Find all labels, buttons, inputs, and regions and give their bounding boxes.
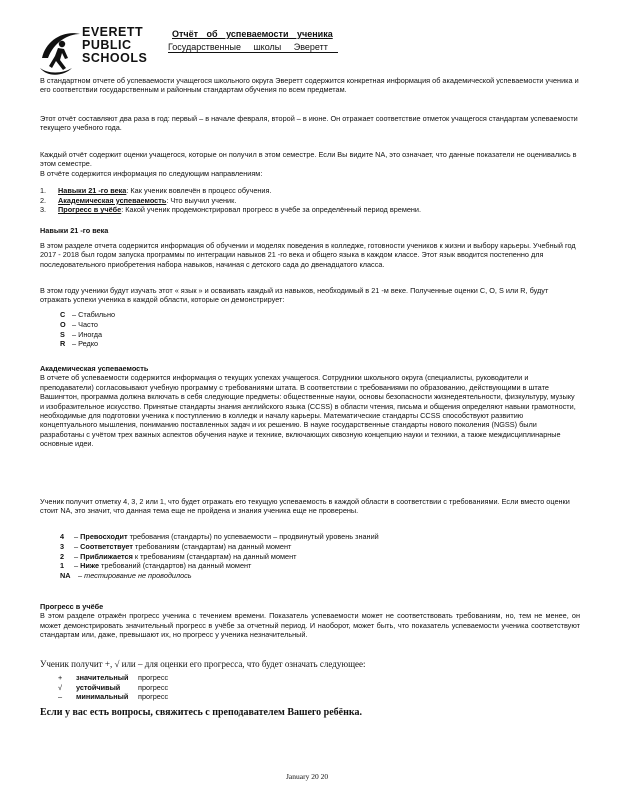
grade-item: O – Часто [60,319,98,329]
progress-heading: Прогресс в учёбе [40,602,104,611]
direction-name: Навыки 21 -го века [58,186,127,195]
progress-intro: Ученик получит +, √ или – для оценки его прогресса, что будет означать следующее: [40,659,366,669]
contact-wrap [40,708,580,717]
intro-section [40,76,580,95]
skills-section [40,226,580,235]
contact-note: Если у вас есть вопросы, свяжитесь с преподавателем Вашего ребёнка. [40,707,362,718]
direction-item: 2. Академическая успеваемость: Что выучил ученик. [40,195,237,205]
academic-paragraph-2: Ученик получит отметку 4, 3, 2 или 1, что будет отражать его текущую успеваемость в каждой области в соответствии с требованиями. Если вместо оценки стоит NA, это значит, что данная тема еще не пройдена и знания ученика еще не проверены. [40,497,570,516]
academic-levels-list [60,532,379,581]
skills-paragraph-2: В этом году ученики будут изучать этот « язык » и осваивать каждый из навыков, необходимый в 21 -м веке. Полученные оценки С, О, S или R, будут отражать успехи ученика в каждой области, которые он демонстрирует: [40,286,549,305]
level-item: 2 – Приближается к требованиям (стандартам) на данный момент [60,551,297,561]
skills-paragraph-1: В этом разделе отчета содержится информация об обучении и моделях поведения в колледже, готовности учеников к жизни и выбору карьеры. Учебный год 2017 - 2018 был годом запуска программы по интеграции навыков 21 -го века и общего языка в каждом классе. Этот язык вводится постепенно для последовательного приобретения набора навыков, начиная с детского сада до двенадцатого класса. [40,241,576,269]
level-item: NA – тестирование не проводилось [60,571,192,581]
direction-name: Академическая успеваемость [58,195,167,205]
direction-item: 3. Прогресс в учёбе: Какой ученик продемонстрировал прогресс в учёбе за определённый период времени. [40,205,422,215]
intro-paragraph-3: Каждый отчёт содержит оценки учащегося, которые он получил в этом семестре. Если Вы видите NA, это означает, что данные показатели не оценивались в этом семестре. [40,150,577,169]
logo-line-2: PUBLIC [82,38,132,52]
progress-mark-item: √ устойчивый прогресс [58,682,169,692]
academic-section [40,364,580,449]
progress-paragraph: В этом разделе отражён прогресс ученика с течением времени. Показатель успеваемости может не соответствовать требованиям, но, тем не менее, он может демонстрировать значительный прогресс в учёбе за отчетный период. И наоборот, может быть, что показатель успеваемости ученика соответствуют стандартам или, даже, превышают их, но прогресс у ученика незначительный. [40,611,580,640]
level-item: 4 – Превосходит требования (стандарты) по успеваемости – продвинутый уровень знаний [60,532,379,541]
academic-heading: Академическая успеваемость [40,364,149,373]
page-subtitle: Государственные школы Эверетт [168,42,338,53]
directions-list [40,186,421,215]
intro-paragraph-2: Этот отчёт составляют два раза в год: первый – в начале февраля, второй – в июне. Он отражает соответствие отметок учащегося стандартам успеваемости текущего учебного года. [40,114,578,133]
skills-heading: Навыки 21 -го века [40,226,109,235]
progress-intro-wrap [40,660,580,669]
runner-emblem-icon [38,28,82,78]
intro-paragraph-1: В стандартном отчете об успеваемости учащегося школьного округа Эверетт содержится конкретная информация об академической успеваемости ученика и его соответствии государственным и районным стандартам обучения по всем предметам. [40,76,579,95]
progress-mark-item: – минимальный прогресс [58,692,169,702]
progress-section [40,602,580,640]
progress-mark-item: + значительный прогресс [58,673,169,682]
page-title: Отчёт об успеваемости ученика [172,29,333,39]
everett-logo [38,26,162,78]
grade-item: R – Редко [60,339,99,349]
grade-item: С – Стабильно [60,310,116,319]
intro-paragraph-3-wrap [40,150,580,178]
grade-item: S – Иногда [60,329,103,339]
level-item: 3 – Соответствует требованиям (стандартам) на данный момент [60,541,292,551]
level-item: 1 – Ниже требований (стандартов) на данный момент [60,561,252,571]
intro-paragraph-2-wrap [40,114,580,133]
academic-paragraph-1: В отчете об успеваемости содержится информация о текущих успехах учащегося. Сотрудники школьного округа (специалисты, руководители и преподаватели) согласовывают учебную программу с требованиями штата. В соответствии с требованиями по образованию, действующими в штате Вашингтон, программа должна включать в себя следующие предметы: общественные науки, основы безопасности жизнедеятельности, физкультуру, музыку и изобразительное искусство. Принятые стандарты знания английского языка (CCSS) в области чтения, письма и общения определяют навыки грамотности, необходимые для подготовки ученика к поступлению в колледж и началу карьеры. Математические стандарты CCSS способствуют развитию концептуального мышления, пониманию поставленных задач и их решению. В науке государственные стандарты нового поколения (NGSS) были разработаны с учётом трех важных аспектов обучения науке и технике, включающих сквозную концепцию науки и техники, а также междисциплинарные основные идеи. [40,373,576,449]
intro-paragraph-4: В отчёте содержится информация по следующим направлениям: [40,168,263,178]
skills-paragraph-2-wrap [40,286,580,305]
footer-date: January 20 20 [286,772,329,781]
skills-grades-list [60,310,115,349]
logo-line-3: SCHOOLS [82,51,148,65]
direction-name: Прогресс в учёбе [58,205,122,215]
progress-marks-list [58,673,168,702]
direction-item: 1. Навыки 21 -го века: Как ученик вовлечён в процесс обучения. [40,186,272,195]
skills-paragraph-1-wrap [40,241,580,269]
academic-paragraph-2-wrap [40,497,580,516]
logo-line-1: EVERETT [82,25,144,39]
